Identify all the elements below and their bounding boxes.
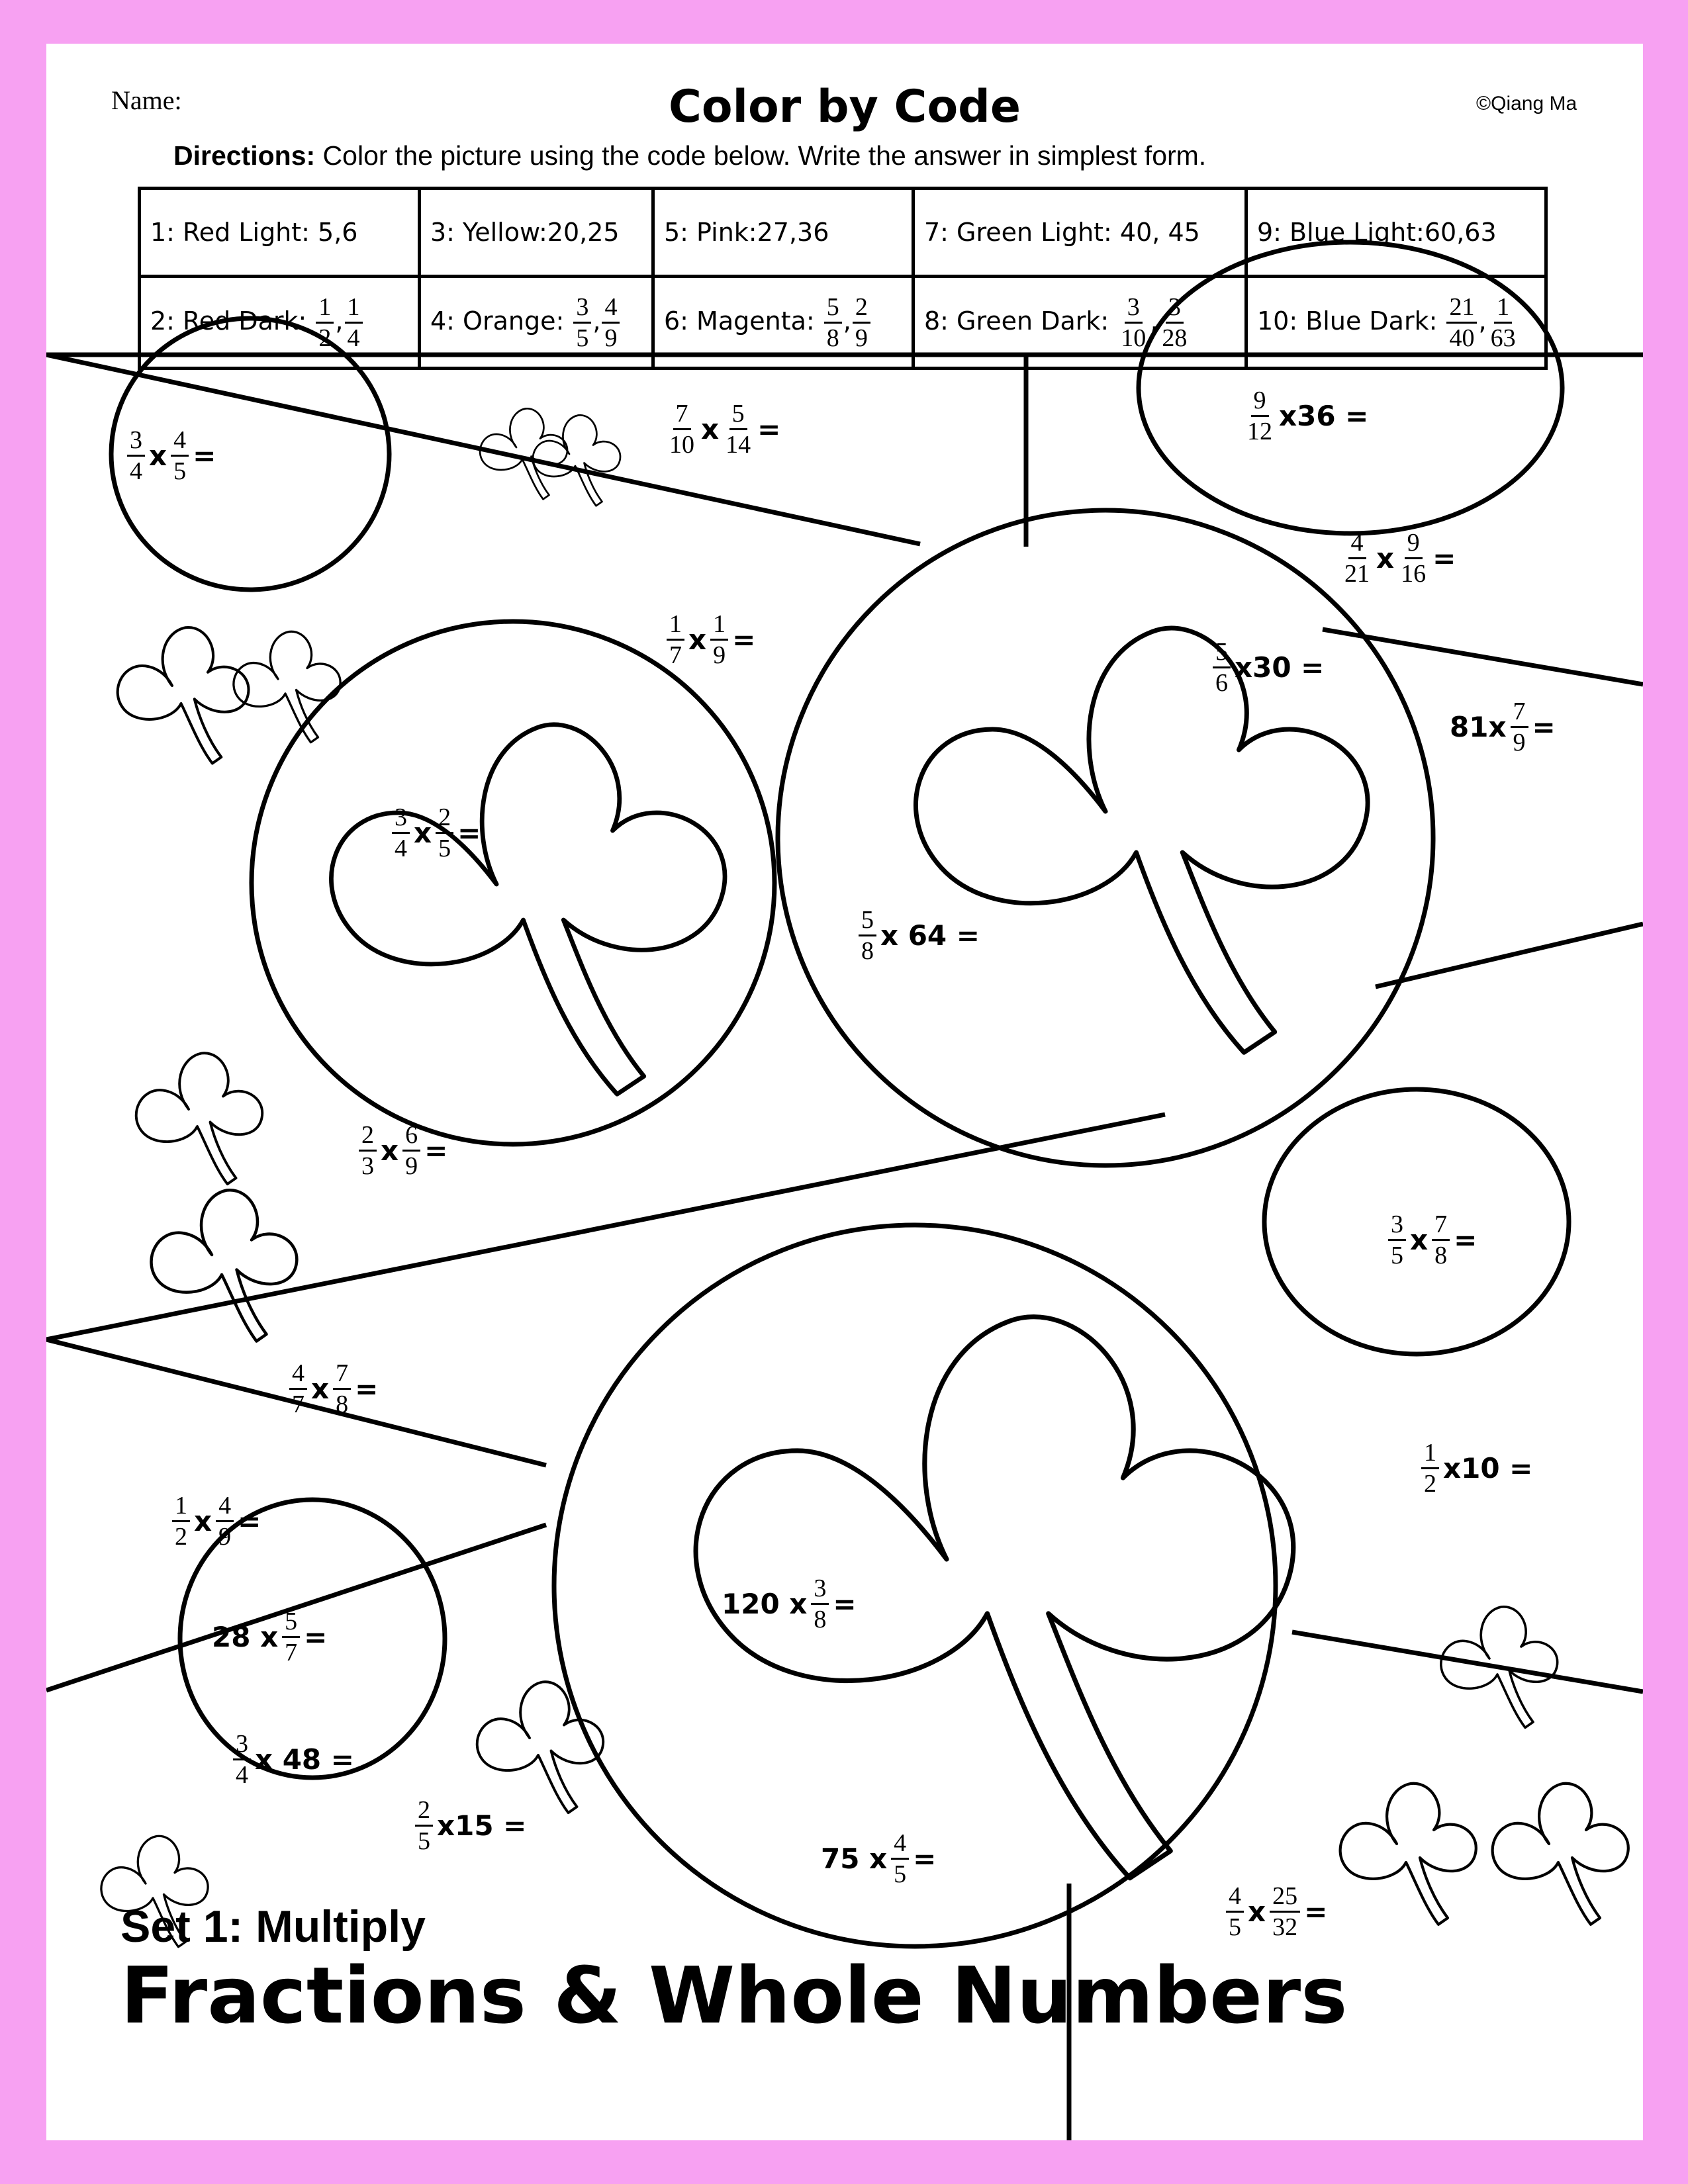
numerator: 3 bbox=[811, 1576, 829, 1605]
denominator: 5 bbox=[173, 457, 187, 485]
numerator: 5 bbox=[1213, 639, 1231, 668]
set-title: Fractions & Whole Numbers bbox=[120, 1950, 1348, 2041]
right-shamrock-circle bbox=[778, 510, 1433, 1165]
problem-label bbox=[1211, 639, 1324, 696]
numerator: 7 bbox=[1511, 699, 1528, 728]
problem-text: = bbox=[457, 817, 481, 849]
numerator: 4 bbox=[289, 1361, 307, 1390]
color-code-row bbox=[140, 277, 1546, 369]
denominator: 63 bbox=[1490, 324, 1516, 352]
code-separator: , bbox=[335, 306, 344, 336]
problem-text: x36 = bbox=[1279, 400, 1369, 432]
mini-shamrock-decoration bbox=[136, 1053, 262, 1184]
problem-fraction bbox=[216, 1493, 234, 1549]
numerator: 1 bbox=[1421, 1440, 1439, 1469]
numerator: 9 bbox=[1251, 388, 1269, 417]
problem-text: x15 = bbox=[437, 1809, 527, 1842]
code-fraction bbox=[1446, 295, 1477, 351]
code-cell bbox=[140, 277, 420, 369]
numerator: 1 bbox=[1494, 295, 1512, 324]
problem-label bbox=[357, 1122, 447, 1179]
problem-text: = bbox=[757, 413, 781, 445]
problem-label bbox=[821, 1831, 936, 1887]
problem-text: x bbox=[194, 1505, 212, 1537]
denominator: 9 bbox=[218, 1523, 232, 1551]
numerator: 5 bbox=[859, 907, 876, 936]
problem-fraction bbox=[891, 1831, 909, 1887]
problem-text: = bbox=[1432, 542, 1456, 574]
problem-text: = bbox=[424, 1134, 448, 1167]
code-separator: , bbox=[1478, 306, 1487, 336]
problem-text: x bbox=[701, 413, 720, 445]
numerator: 4 bbox=[891, 1831, 909, 1860]
problem-fraction bbox=[289, 1361, 307, 1417]
denominator: 5 bbox=[1229, 1913, 1241, 1941]
numerator: 5 bbox=[729, 401, 747, 430]
code-separator: , bbox=[1150, 306, 1158, 336]
denominator: 9 bbox=[855, 324, 868, 352]
denominator: 2 bbox=[1424, 1470, 1436, 1498]
numerator: 6 bbox=[402, 1122, 420, 1152]
problem-fraction bbox=[1388, 1212, 1406, 1268]
denominator: 6 bbox=[1215, 669, 1228, 697]
code-label: 8: Green Dark: bbox=[924, 306, 1117, 336]
copyright-notice: ©Qiang Ma bbox=[1476, 93, 1577, 114]
problem-label bbox=[722, 1576, 857, 1632]
denominator: 32 bbox=[1272, 1913, 1298, 1941]
name-label: Name: bbox=[111, 85, 182, 115]
problem-text: 81x bbox=[1450, 711, 1507, 743]
code-label: 10: Blue Dark: bbox=[1257, 306, 1446, 336]
denominator: 2 bbox=[175, 1523, 187, 1551]
numerator: 4 bbox=[602, 295, 620, 324]
code-cell bbox=[914, 277, 1246, 369]
numerator: 3 bbox=[233, 1731, 251, 1760]
denominator: 7 bbox=[669, 641, 682, 669]
problem-fraction bbox=[436, 805, 453, 861]
problem-fraction bbox=[1421, 1440, 1439, 1496]
problem-text: = bbox=[833, 1588, 857, 1620]
problem-label bbox=[1387, 1212, 1477, 1268]
problem-text: x bbox=[381, 1134, 399, 1167]
denominator: 8 bbox=[861, 937, 874, 965]
problem-text: = bbox=[913, 1843, 937, 1875]
denominator: 7 bbox=[292, 1390, 305, 1418]
numerator: 25 bbox=[1270, 1884, 1300, 1913]
code-cell bbox=[653, 277, 914, 369]
code-label: 6: Magenta: bbox=[664, 306, 823, 336]
code-cell: 9: Blue Light:60,63 bbox=[1246, 189, 1546, 277]
denominator: 9 bbox=[1513, 729, 1526, 756]
code-fraction bbox=[824, 295, 842, 351]
numerator: 3 bbox=[573, 295, 591, 324]
problem-label bbox=[126, 428, 216, 484]
mini-shamrock-decoration bbox=[480, 408, 567, 499]
problem-fraction bbox=[1226, 1884, 1244, 1940]
problem-text: x 48 = bbox=[255, 1743, 354, 1776]
code-separator: , bbox=[843, 306, 851, 336]
denominator: 5 bbox=[438, 835, 451, 862]
code-fraction bbox=[853, 295, 870, 351]
numerator: 7 bbox=[673, 401, 691, 430]
numerator: 7 bbox=[1432, 1212, 1450, 1241]
problem-label bbox=[212, 1609, 327, 1665]
problem-fraction bbox=[667, 612, 684, 668]
denominator: 28 bbox=[1162, 324, 1188, 352]
numerator: 1 bbox=[710, 612, 728, 641]
problem-fraction bbox=[282, 1609, 300, 1665]
problem-label bbox=[1340, 530, 1456, 586]
color-code-row bbox=[140, 189, 1546, 277]
numerator: 3 bbox=[127, 428, 145, 457]
problem-text: x30 = bbox=[1235, 651, 1325, 684]
code-fraction bbox=[573, 295, 591, 351]
numerator: 4 bbox=[171, 428, 189, 457]
denominator: 12 bbox=[1247, 418, 1272, 445]
problem-label bbox=[232, 1731, 354, 1788]
problem-label bbox=[665, 401, 780, 457]
problem-label bbox=[391, 805, 481, 861]
code-fraction bbox=[1118, 295, 1149, 351]
problem-text: = bbox=[1304, 1895, 1328, 1928]
denominator: 9 bbox=[604, 324, 618, 352]
numerator: 1 bbox=[316, 295, 334, 324]
problem-text: x 64 = bbox=[880, 919, 980, 952]
denominator: 5 bbox=[418, 1827, 430, 1855]
problem-fraction bbox=[333, 1361, 351, 1417]
shamrock-left bbox=[331, 725, 724, 1094]
code-fraction bbox=[345, 295, 363, 351]
denominator: 40 bbox=[1449, 324, 1475, 352]
code-cell: 7: Green Light: 40, 45 bbox=[914, 189, 1246, 277]
problem-text: x bbox=[1248, 1895, 1266, 1928]
numerator: 5 bbox=[282, 1609, 300, 1638]
problem-fraction bbox=[1342, 530, 1372, 586]
problem-label bbox=[171, 1493, 261, 1549]
denominator: 21 bbox=[1344, 560, 1370, 588]
problem-text: 28 x bbox=[212, 1621, 279, 1653]
code-cell bbox=[420, 277, 653, 369]
problem-text: x bbox=[414, 817, 432, 849]
code-label: 2: Red Dark: bbox=[150, 306, 315, 336]
numerator: 2 bbox=[359, 1122, 377, 1152]
problem-text: x10 = bbox=[1443, 1452, 1533, 1484]
problem-fraction bbox=[233, 1731, 251, 1788]
problem-text: x bbox=[688, 623, 707, 656]
problem-label bbox=[414, 1797, 526, 1854]
denominator: 4 bbox=[130, 457, 142, 485]
code-cell: 5: Pink:27,36 bbox=[653, 189, 914, 277]
code-cell: 1: Red Light: 5,6 bbox=[140, 189, 420, 277]
mini-shamrock-decoration bbox=[1493, 1784, 1628, 1925]
problem-text: = bbox=[238, 1505, 261, 1537]
problem-fraction bbox=[1432, 1212, 1450, 1268]
mini-shamrock-decoration bbox=[118, 627, 249, 763]
denominator: 10 bbox=[1121, 324, 1147, 352]
problem-text: = bbox=[355, 1373, 379, 1405]
problem-label bbox=[1225, 1884, 1327, 1940]
code-fraction bbox=[602, 295, 620, 351]
directions bbox=[173, 140, 1206, 171]
problem-text: = bbox=[1532, 711, 1556, 743]
numerator: 3 bbox=[1388, 1212, 1406, 1241]
problem-fraction bbox=[172, 1493, 190, 1549]
directions-text: Color the picture using the code below. Write the answer in simplest form. bbox=[315, 140, 1207, 171]
numerator: 3 bbox=[392, 805, 410, 834]
problem-fraction bbox=[723, 401, 753, 457]
numerator: 1 bbox=[172, 1493, 190, 1522]
numerator: 1 bbox=[667, 612, 684, 641]
problem-fraction bbox=[1398, 530, 1429, 586]
numerator: 2 bbox=[415, 1797, 433, 1827]
denominator: 7 bbox=[285, 1639, 298, 1666]
denominator: 4 bbox=[347, 324, 360, 352]
problem-text: x bbox=[1376, 542, 1395, 574]
code-separator: , bbox=[592, 306, 601, 336]
mini-shamrock-decoration bbox=[477, 1682, 603, 1813]
denominator: 10 bbox=[669, 431, 694, 459]
problem-fraction bbox=[392, 805, 410, 861]
problem-fraction bbox=[415, 1797, 433, 1854]
denominator: 8 bbox=[826, 324, 839, 352]
numerator: 3 bbox=[1166, 295, 1184, 324]
denominator: 8 bbox=[1434, 1242, 1448, 1269]
denominator: 5 bbox=[576, 324, 589, 352]
problem-label bbox=[1450, 699, 1556, 755]
numerator: 4 bbox=[1348, 530, 1366, 559]
problem-label bbox=[288, 1361, 378, 1417]
set-label: Set 1: Multiply bbox=[120, 1901, 426, 1952]
numerator: 4 bbox=[1226, 1884, 1244, 1913]
problem-text: = bbox=[1454, 1224, 1477, 1256]
problem-fraction bbox=[1213, 639, 1231, 696]
denominator: 3 bbox=[361, 1152, 374, 1180]
problem-fraction bbox=[1270, 1884, 1300, 1940]
code-cell bbox=[1246, 277, 1546, 369]
problem-text: 120 x bbox=[722, 1588, 808, 1620]
denominator: 8 bbox=[336, 1390, 349, 1418]
problem-text: x bbox=[311, 1373, 330, 1405]
denominator: 14 bbox=[726, 431, 751, 459]
worksheet bbox=[46, 44, 1643, 2140]
problem-fraction bbox=[402, 1122, 420, 1179]
code-fraction bbox=[316, 295, 334, 351]
mini-shamrock-decoration bbox=[152, 1190, 297, 1341]
problem-fraction bbox=[171, 428, 189, 484]
problem-text: x bbox=[1410, 1224, 1429, 1256]
problem-fraction bbox=[667, 401, 697, 457]
denominator: 8 bbox=[814, 1606, 827, 1633]
mini-shamrock-decoration bbox=[1340, 1784, 1476, 1925]
denominator: 4 bbox=[395, 835, 407, 862]
numerator: 9 bbox=[1405, 530, 1423, 559]
problem-text: x bbox=[149, 439, 167, 472]
problem-label bbox=[665, 612, 755, 668]
problem-fraction bbox=[1511, 699, 1528, 755]
problem-fraction bbox=[710, 612, 728, 668]
code-fraction bbox=[1488, 295, 1519, 351]
code-cell: 3: Yellow:20,25 bbox=[420, 189, 653, 277]
problem-text: = bbox=[193, 439, 216, 472]
denominator: 9 bbox=[713, 641, 726, 669]
denominator: 5 bbox=[894, 1860, 907, 1888]
page-title: Color by Code bbox=[669, 81, 1021, 133]
problem-fraction bbox=[1244, 388, 1275, 444]
numerator: 7 bbox=[333, 1361, 351, 1390]
code-label: 4: Orange: bbox=[430, 306, 573, 336]
denominator: 2 bbox=[318, 324, 332, 352]
denominator: 9 bbox=[405, 1152, 418, 1180]
problem-text: = bbox=[732, 623, 756, 656]
problem-fraction bbox=[127, 428, 145, 484]
denominator: 5 bbox=[1391, 1242, 1403, 1269]
denominator: 4 bbox=[236, 1761, 248, 1789]
numerator: 5 bbox=[824, 295, 842, 324]
numerator: 4 bbox=[216, 1493, 234, 1522]
numerator: 2 bbox=[436, 805, 453, 834]
denominator: 16 bbox=[1401, 560, 1427, 588]
problem-label bbox=[1243, 388, 1368, 444]
problem-text: 75 x bbox=[821, 1843, 888, 1875]
numerator: 21 bbox=[1446, 295, 1477, 324]
problem-text: = bbox=[304, 1621, 328, 1653]
numerator: 2 bbox=[853, 295, 870, 324]
numerator: 3 bbox=[1125, 295, 1143, 324]
directions-lead: Directions: bbox=[173, 140, 316, 171]
numerator: 1 bbox=[345, 295, 363, 324]
problem-label bbox=[857, 907, 980, 964]
code-fraction bbox=[1159, 295, 1190, 351]
problem-fraction bbox=[359, 1122, 377, 1179]
problem-label bbox=[1420, 1440, 1532, 1496]
problem-fraction bbox=[811, 1576, 829, 1632]
color-code-table bbox=[138, 187, 1548, 370]
region-line bbox=[1323, 629, 1643, 684]
problem-fraction bbox=[859, 907, 876, 964]
region-line bbox=[1376, 924, 1643, 987]
